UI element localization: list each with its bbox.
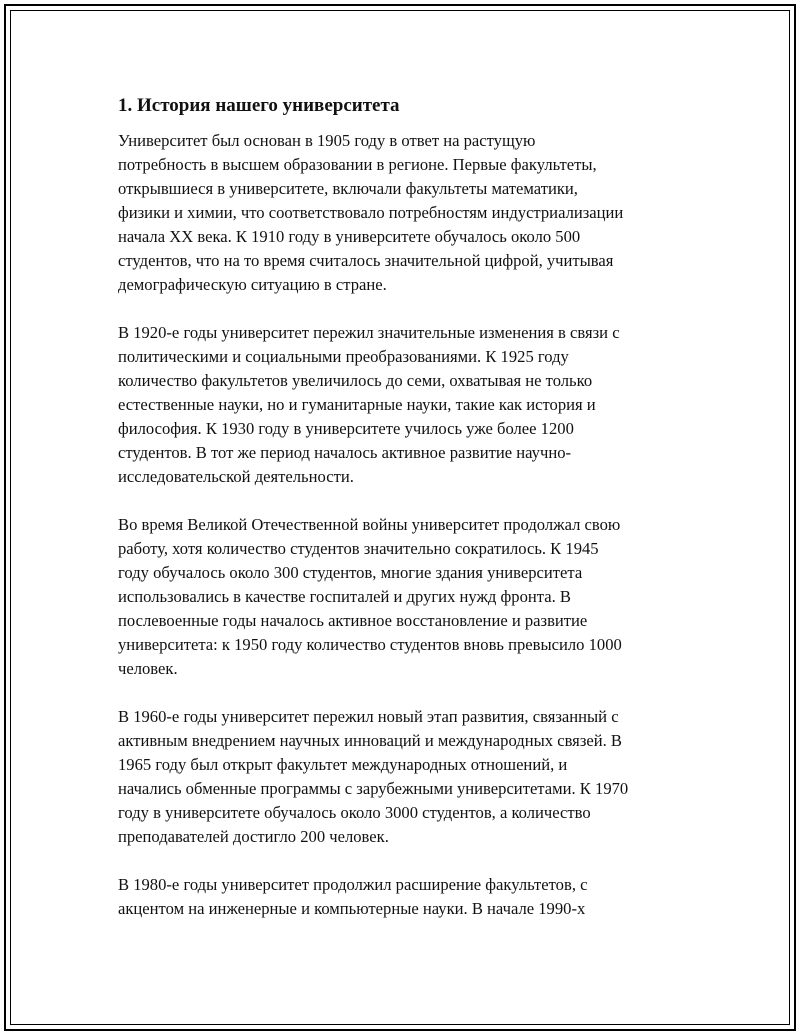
- paragraph-founding: Университет был основан в 1905 году в ответ на растущую потребность в высшем образовании в регионе. Первые факультеты, открывшиеся в университете, включали факультеты математики, физики и химии, что соответствовало потребностям индустриализации начала XX века. К 1910 году в университете обучалось около 500 студентов, что на то время считалось значительной цифрой, учитывая демографическую ситуацию в стране.: [118, 131, 624, 294]
- paragraph-war-years: Во время Великой Отечественной войны университет продолжал свою работу, хотя количество студентов значительно сократилось. К 1945 году обучалось около 300 студентов, многие здания университета использовались в качестве госпиталей и других нужд фронта. В послевоенные годы началось активное восстановление и развитие университета: к 1950 году количество студентов вновь превысило 1000 человек.: [118, 515, 622, 678]
- paragraph-1980s: В 1980-е годы университет продолжил расширение факультетов, с акцентом на инженерные и компьютерные науки. В начале 1990-х: [118, 875, 588, 918]
- document-body: [118, 93, 698, 945]
- section-title: 1. История нашего университета: [118, 95, 400, 116]
- paragraph-1960s: В 1960-е годы университет пережил новый этап развития, связанный с активным внедрением научных инноваций и международных связей. В 1965 году был открыт факультет международных отношений, и начались обменные программы с зарубежными университетами. К 1970 году в университете обучалось около 3000 студентов, а количество преподавателей достигло 200 человек.: [118, 707, 629, 846]
- paragraph-1920s: В 1920-е годы университет пережил значительные изменения в связи с политическими и социальными преобразованиями. К 1925 году количество факультетов увеличилось до семи, охватывая не только естественные науки, но и гуманитарные науки, такие как история и философия. К 1930 году в университете училось уже более 1200 студентов. В тот же период началось активное развитие научно- исследовательской деятельности.: [118, 323, 620, 486]
